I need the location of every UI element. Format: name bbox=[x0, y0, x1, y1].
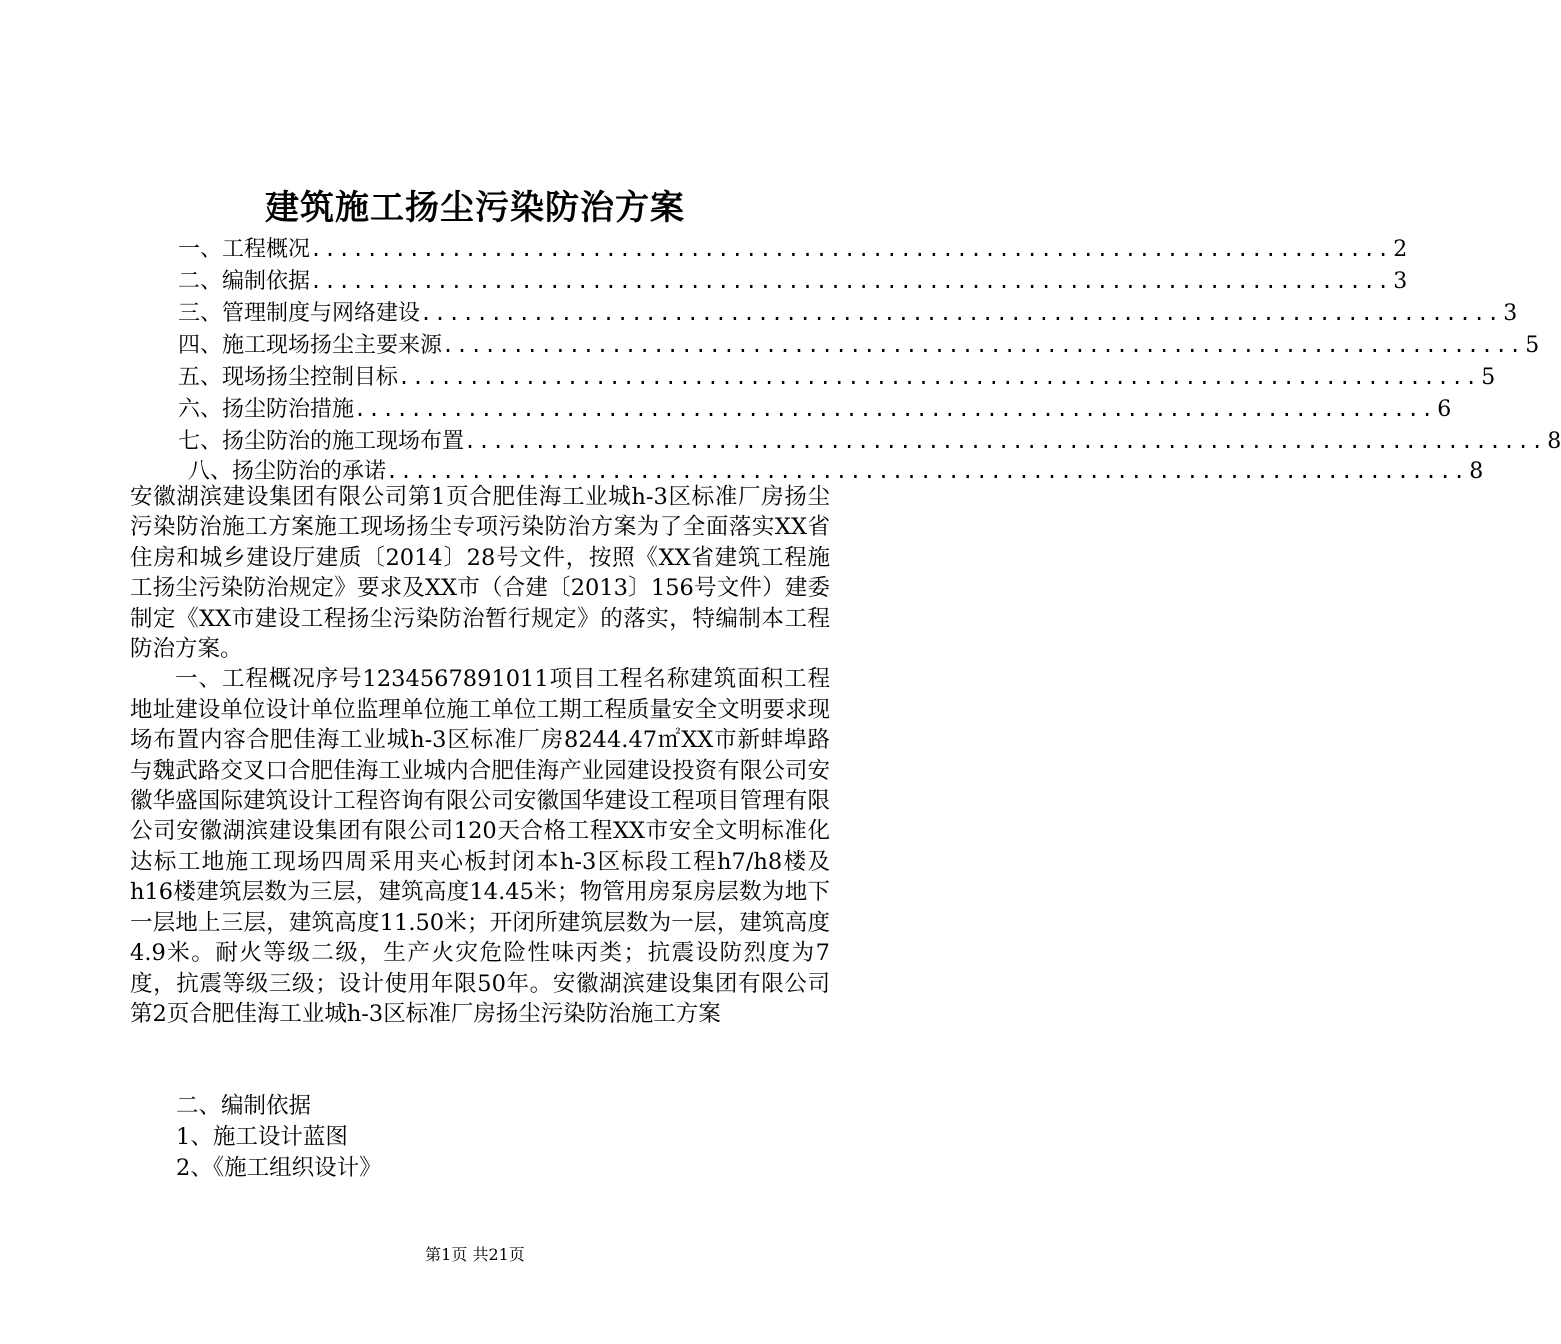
toc-entry-page: 5 bbox=[1525, 333, 1540, 358]
toc-entry-label: 七、扬尘防治的施工现场布置 bbox=[178, 429, 465, 454]
toc-entry-label: 二、编制依据 bbox=[178, 269, 311, 294]
toc-entry[interactable] bbox=[178, 234, 1408, 264]
toc-entry-label: 三、管理制度与网络建设 bbox=[178, 301, 421, 326]
toc-entry-page: 3 bbox=[1393, 269, 1408, 294]
toc-entry-page: 2 bbox=[1393, 237, 1408, 262]
toc-leader-dots: ............................................................................. bbox=[354, 397, 1436, 421]
toc-entry[interactable] bbox=[178, 298, 1518, 328]
list-item: 2、《施工组织设计》 bbox=[176, 1155, 382, 1181]
section-heading: 二、编制依据 bbox=[176, 1093, 312, 1119]
toc-entry-label: 八、扬尘防治的承诺 bbox=[188, 459, 387, 484]
toc-entry-label: 五、现场扬尘控制目标 bbox=[178, 365, 399, 390]
document-title: 建筑施工扬尘污染防治方案 bbox=[265, 188, 685, 228]
toc-entry-label: 一、工程概况 bbox=[178, 237, 311, 262]
toc-leader-dots: ............................................................................. bbox=[442, 333, 1524, 357]
intro-paragraph: 安徽湖滨建设集团有限公司第1页合肥佳海工业城h-3区标准厂房扬尘污染防治施工方案施工现场扬尘专项污染防治方案为了全面落实XX省住房和城乡建设厅建质〔2014〕28号文件，按照《XX省建筑工程施工扬尘污染防治规定》要求及XX市（合建〔2013〕156号文件）建委制定《XX市建设工程扬尘污染防治暂行规定》的落实，特编制本工程防治方案。 bbox=[130, 484, 830, 663]
toc-entry-page: 3 bbox=[1503, 301, 1518, 326]
toc-entry-page: 5 bbox=[1481, 365, 1496, 390]
toc-entry-page: 6 bbox=[1437, 397, 1452, 422]
toc-leader-dots: ............................................................................. bbox=[386, 459, 1468, 483]
toc-entry[interactable] bbox=[178, 266, 1408, 296]
toc-entry[interactable] bbox=[178, 426, 1561, 456]
toc-entry-page: 8 bbox=[1547, 429, 1561, 454]
list-item: 1、施工设计蓝图 bbox=[176, 1124, 348, 1150]
toc-entry[interactable] bbox=[178, 362, 1496, 392]
toc-leader-dots: ............................................................................. bbox=[464, 429, 1546, 453]
toc-leader-dots: ............................................................................. bbox=[398, 365, 1480, 389]
toc-entry-label: 六、扬尘防治措施 bbox=[178, 397, 355, 422]
project-overview-paragraph: 一、工程概况序号1234567891011项目工程名称建筑面积工程地址建设单位设计单位监理单位施工单位工期工程质量安全文明要求现场布置内容合肥佳海工业城h-3区标准厂房8244.47㎡XX市新蚌埠路与魏武路交叉口合肥佳海工业城内合肥佳海产业园建设投资有限公司安徽华盛国际建筑设计工程咨询有限公司安徽国华建设工程项目管理有限公司安徽湖滨建设集团有限公司120天合格工程XX市安全文明标准化达标工地施工现场四周采用夹心板封闭本h-3区标段工程h7/h8楼及h16楼建筑层数为三层，建筑高度14.45米；物管用房泵房层数为地下一层地上三层，建筑高度11.50米；开闭所建筑层数为一层，建筑高度4.9米。耐火等级二级，生产火灾危险性味丙类；抗震设防烈度为7度，抗震等级三级；设计使用年限50年。安徽湖滨建设集团有限公司第2页合肥佳海工业城h-3区标准厂房扬尘污染防治施工方案 bbox=[130, 666, 830, 1027]
toc-entry-label: 四、施工现场扬尘主要来源 bbox=[178, 333, 443, 358]
toc-entry-page: 8 bbox=[1469, 459, 1484, 484]
toc-leader-dots: ............................................................................. bbox=[310, 269, 1392, 293]
toc-leader-dots: ............................................................................. bbox=[310, 237, 1392, 261]
toc-entry[interactable] bbox=[178, 330, 1540, 360]
document-body bbox=[130, 482, 830, 1029]
toc-leader-dots: ............................................................................. bbox=[420, 301, 1502, 325]
toc-entry[interactable] bbox=[178, 394, 1452, 424]
page-footer: 第1页 共21页 bbox=[425, 1245, 525, 1264]
